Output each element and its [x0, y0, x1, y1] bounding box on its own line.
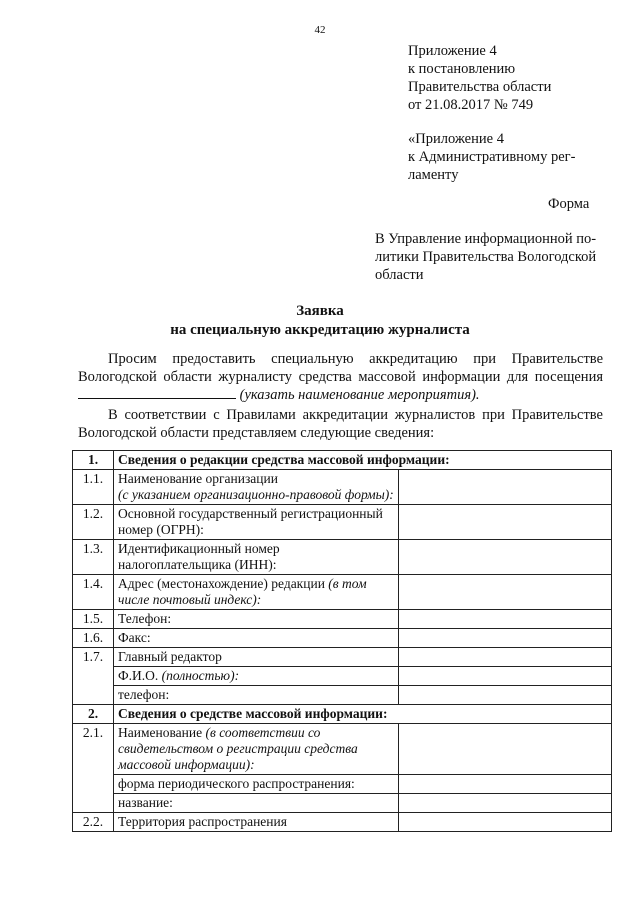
section-title: Сведения о средстве массовой информации: [114, 705, 612, 724]
document-title [0, 302, 640, 340]
appendix-line: к постановлению [408, 61, 516, 77]
table-row [73, 540, 612, 575]
page-number: 42 [314, 24, 326, 36]
addressee-line: области [375, 267, 424, 283]
row-label: Территория распространения [114, 813, 399, 832]
row-label: Факс: [114, 629, 399, 648]
row-number: 1.1. [73, 470, 114, 505]
row-label: Главный редактор [114, 648, 399, 667]
addressee-line: литики Правительства Вологодской [375, 249, 597, 265]
appendix-line: Приложение 4 [408, 43, 497, 59]
row-number: 2.2. [73, 813, 114, 832]
event-name-blank[interactable] [78, 386, 236, 399]
table-row [73, 648, 612, 667]
row-number: 1.7. [73, 648, 114, 705]
value-cell[interactable] [399, 648, 612, 667]
table-row [73, 610, 612, 629]
row-label: Наименование (в соответствии со свидетельством о регистрации средства массовой информации): [114, 724, 399, 775]
value-cell[interactable] [399, 686, 612, 705]
row-label: Телефон: [114, 610, 399, 629]
row-number: 2.1. [73, 724, 114, 813]
regulation-header [408, 130, 608, 184]
table-row [73, 724, 612, 775]
value-cell[interactable] [399, 540, 612, 575]
value-cell[interactable] [399, 610, 612, 629]
table-row [73, 686, 612, 705]
value-cell[interactable] [399, 575, 612, 610]
row-number: 1.2. [73, 505, 114, 540]
form-label: Форма [548, 196, 590, 212]
row-label: Ф.И.О. (полностью): [114, 667, 399, 686]
appendix-line: Правительства области [408, 79, 552, 95]
value-cell[interactable] [399, 794, 612, 813]
table-row [73, 629, 612, 648]
row-label: Основной государственный регистрационный номер (ОГРН): [114, 505, 399, 540]
table-row [73, 667, 612, 686]
value-cell[interactable] [399, 813, 612, 832]
addressee-line: В Управление информационной по- [375, 231, 597, 247]
row-label: Адрес (местонахождение) редакции (в том числе почтовый индекс): [114, 575, 399, 610]
section-title: Сведения о редакции средства массовой информации: [114, 451, 612, 470]
row-label: Наименование организации (с указанием организационно-правовой формы): [114, 470, 399, 505]
section-number: 1. [73, 451, 114, 470]
request-paragraph [78, 350, 603, 404]
table-row [73, 775, 612, 794]
table-row [73, 470, 612, 505]
value-cell[interactable] [399, 667, 612, 686]
value-cell[interactable] [399, 470, 612, 505]
appendix-line: от 21.08.2017 № 749 [408, 97, 534, 113]
info-paragraph: В соответствии с Правилами аккредитации журналистов при Правительстве Вологодской области представляем следующие сведения: [78, 407, 603, 441]
table-row [73, 505, 612, 540]
row-number: 1.6. [73, 629, 114, 648]
regulation-line: ламенту [408, 167, 459, 183]
section-row [73, 451, 612, 470]
value-cell[interactable] [399, 629, 612, 648]
value-cell[interactable] [399, 775, 612, 794]
value-cell[interactable] [399, 505, 612, 540]
application-table [72, 450, 612, 832]
table-row [73, 575, 612, 610]
row-label: телефон: [114, 686, 399, 705]
table-row [73, 794, 612, 813]
section-row [73, 705, 612, 724]
row-number: 1.5. [73, 610, 114, 629]
event-hint: (указать наименование мероприятия). [239, 387, 480, 403]
title-line: Заявка [296, 303, 344, 319]
table-row [73, 813, 612, 832]
title-line: на специальную аккредитацию журналиста [170, 322, 470, 338]
value-cell[interactable] [399, 724, 612, 775]
row-label: Идентификационный номер налогоплательщика (ИНН): [114, 540, 399, 575]
row-label: название: [114, 794, 399, 813]
addressee [375, 230, 615, 284]
row-label: форма периодического распространения: [114, 775, 399, 794]
regulation-line: к Административному рег- [408, 149, 576, 165]
regulation-line: «Приложение 4 [408, 131, 504, 147]
row-number: 1.4. [73, 575, 114, 610]
request-text: Просим предоставить специальную аккредитацию при Правительстве Вологодской области журналисту средства массовой информации для посещения [78, 351, 603, 385]
appendix-header [408, 42, 608, 114]
section-number: 2. [73, 705, 114, 724]
row-number: 1.3. [73, 540, 114, 575]
